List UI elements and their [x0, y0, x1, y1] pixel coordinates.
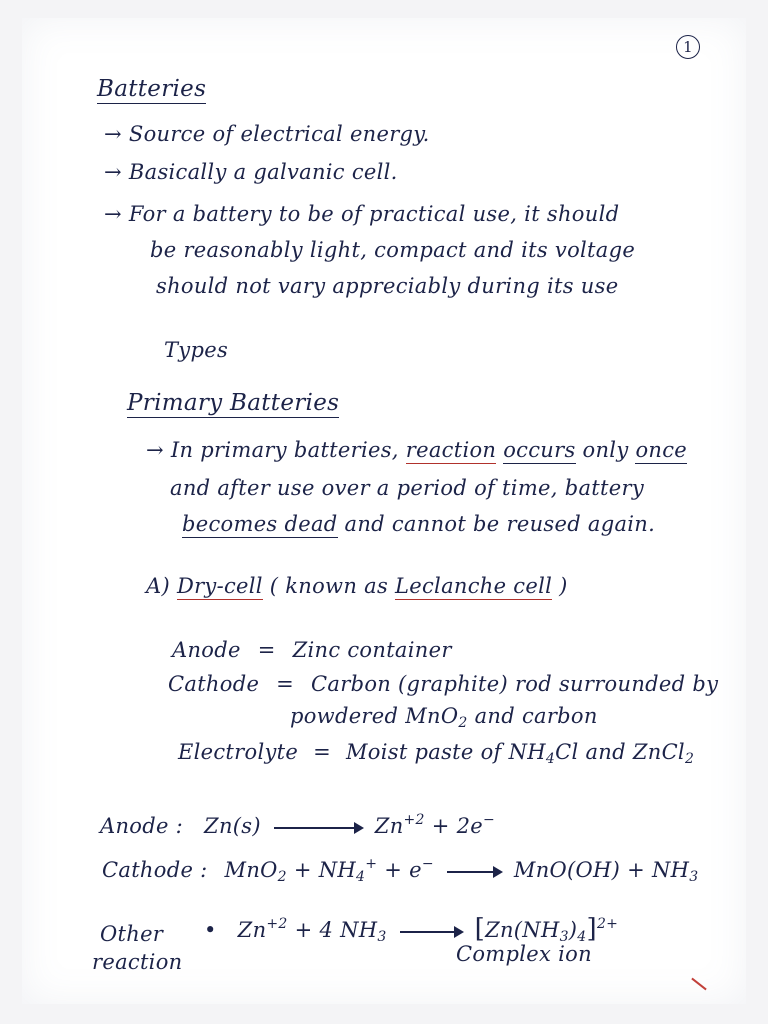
reactant: + e — [384, 858, 422, 882]
text-run-underlined: Leclanche cell — [395, 574, 553, 598]
text-run: only — [582, 438, 629, 462]
reactant: MnO — [224, 858, 278, 882]
reaction-anode — [100, 812, 495, 838]
reactant: Zn — [237, 918, 267, 942]
bullet-item — [104, 122, 430, 146]
subscript: 2 — [277, 869, 287, 885]
text-run-underlined: once — [635, 438, 688, 462]
text-run-underlined: occurs — [503, 438, 576, 462]
superscript: − — [421, 856, 434, 872]
bullet-item — [104, 160, 398, 184]
superscript: − — [483, 812, 496, 828]
primary-line-1 — [146, 438, 687, 462]
subscript: 3 — [377, 929, 387, 945]
value: Carbon (graphite) rod surrounded by — [311, 672, 719, 696]
superscript: +2 — [266, 916, 288, 932]
text-run: powdered MnO — [290, 704, 459, 728]
dry-cell-heading — [146, 574, 568, 598]
text-run-underlined: becomes dead — [182, 512, 338, 536]
arrow-icon: → — [104, 202, 122, 226]
bracket: ] — [586, 914, 597, 944]
equals-sign: = — [313, 740, 331, 764]
long-arrow-icon — [447, 871, 501, 873]
bracket: [ — [474, 914, 486, 944]
equals-sign: = — [276, 672, 295, 696]
text-run: → In primary batteries, — [146, 438, 399, 462]
other-reaction-label: Other — [100, 922, 164, 946]
reaction-cathode — [102, 856, 699, 885]
subscript: 2 — [684, 751, 695, 767]
subscript: 3 — [689, 869, 699, 885]
product: + 2e — [431, 814, 484, 838]
text-run-underlined: Dry-cell — [176, 574, 263, 598]
label: Electrolyte — [178, 740, 299, 764]
arrow-icon: → — [104, 122, 122, 146]
equals-sign: = — [257, 638, 276, 662]
text-run: ) — [559, 574, 568, 598]
bullet-text: Source of electrical energy. — [128, 122, 430, 146]
reactant: Zn(s) — [204, 814, 261, 838]
paren: ) — [568, 918, 578, 942]
product: MnO(OH) + NH — [513, 858, 690, 882]
text-run: ( known as — [269, 574, 389, 598]
subscript: 2 — [458, 715, 468, 731]
label: Cathode — [168, 672, 260, 696]
reaction-other — [204, 914, 618, 945]
superscript: +2 — [403, 812, 425, 828]
product: Zn(NH — [485, 918, 560, 942]
bullet-continuation: should not vary appreciably during its use — [156, 274, 619, 298]
reactant: + NH — [293, 858, 357, 882]
cathode-row — [168, 672, 718, 696]
bullet-icon: • — [204, 918, 217, 942]
superscript: 2+ — [596, 916, 619, 932]
subscript: 4 — [577, 929, 587, 945]
subscript: 4 — [545, 751, 556, 767]
bullet-continuation: be reasonably light, compact and its voltage — [150, 238, 636, 262]
text-run: Cl and ZnCl — [555, 740, 685, 764]
subscript: 3 — [559, 929, 569, 945]
label: Anode : — [100, 814, 184, 838]
superscript: + — [365, 856, 378, 872]
cathode-row-continued — [290, 704, 598, 731]
product: Zn — [374, 814, 404, 838]
page-number: 1 — [676, 35, 700, 59]
electrolyte-row — [178, 740, 694, 767]
anode-row — [172, 638, 452, 662]
page-title: Batteries — [97, 76, 207, 102]
long-arrow-icon — [400, 931, 462, 933]
complex-ion-caption: Complex ion — [456, 942, 592, 966]
arrow-icon: → — [104, 160, 122, 184]
primary-line-2: and after use over a period of time, battery — [170, 476, 644, 500]
primary-line-3 — [182, 512, 655, 536]
bullet-text: Basically a galvanic cell. — [128, 160, 398, 184]
value: Zinc container — [292, 638, 452, 662]
bullet-item — [104, 202, 619, 226]
text-run: and cannot be reused again. — [344, 512, 656, 536]
label: Anode — [172, 638, 241, 662]
text-run: and carbon — [474, 704, 598, 728]
text-run: Moist paste of NH — [345, 740, 546, 764]
label: Cathode : — [102, 858, 208, 882]
types-heading: Types — [164, 338, 229, 362]
bullet-text: For a battery to be of practical use, it should — [128, 202, 620, 226]
text-run: A) — [146, 574, 170, 598]
subscript: 4 — [356, 869, 366, 885]
reactant: + 4 NH — [294, 918, 378, 942]
long-arrow-icon — [274, 827, 362, 829]
primary-heading: Primary Batteries — [127, 390, 340, 416]
text-run-underlined: reaction — [405, 438, 497, 462]
other-reaction-label: reaction — [92, 950, 183, 974]
